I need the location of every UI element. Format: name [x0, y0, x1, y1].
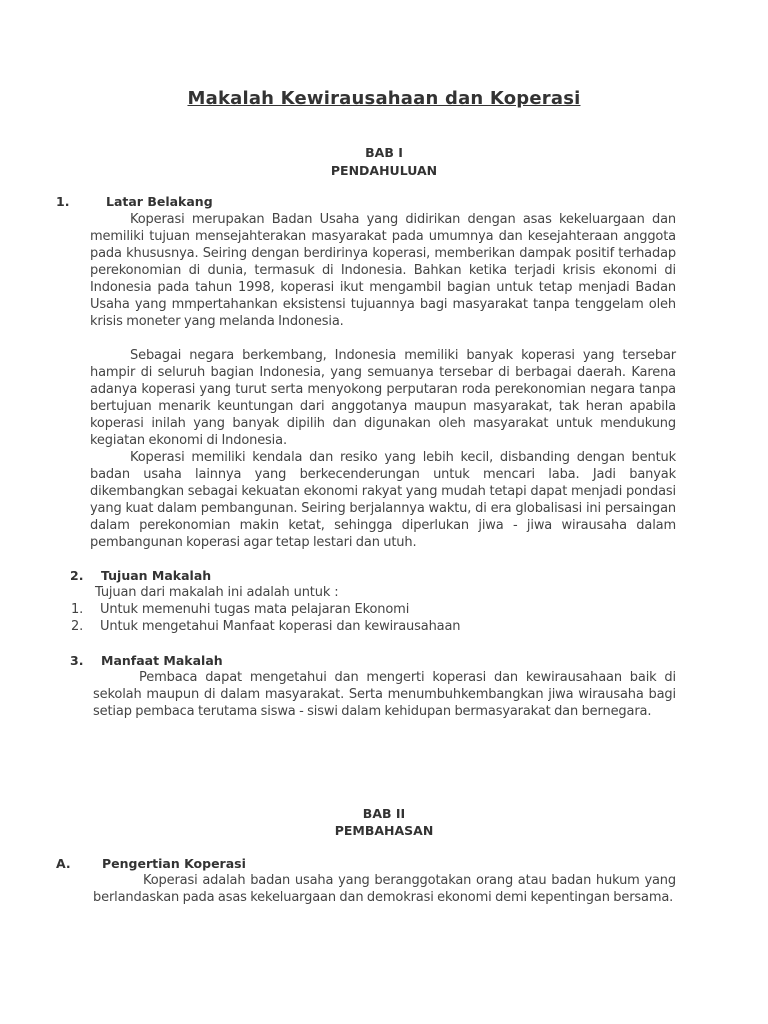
list-item-number: 2. — [71, 619, 84, 634]
section-heading-latar-belakang: Latar Belakang — [106, 194, 213, 209]
section-heading-tujuan-makalah: Tujuan Makalah — [101, 568, 212, 583]
paragraph: Sebagai negara berkembang, Indonesia memiliki banyak koperasi yang tersebar hampir di seluruh bagian Indonesia, yang semuanya tersebar di berbagai daerah. Karena adanya koperasi yang turut serta menyokong perputaran roda perekonomian negara tanpa bertujuan menarik keuntungan dari anggotanya maupun masyarakat, tak heran apabila koperasi inilah yang banyak dipilih dan digunakan oleh masyarakat untuk mendukung kegiatan ekonomi di Indonesia. — [90, 348, 676, 448]
section-number: A. — [56, 856, 71, 871]
list-item: Untuk mengetahui Manfaat koperasi dan kewirausahaan — [100, 619, 461, 634]
chapter-2-label: BAB II — [362, 806, 406, 821]
paragraph: Koperasi merupakan Badan Usaha yang didirikan dengan asas kekeluargaan dan memiliki tujuan mensejahterakan masyarakat pada umumnya dan kesejahteraan anggota pada khususnya. Seiring dengan berdirinya koperasi, memberikan dampak positif terhadap perekonomian di dunia, termasuk di Indonesia. Bahkan ketika terjadi krisis ekonomi di Indonesia pada tahun 1998, koperasi ikut mengambil bagian untuk tetap menjadi Badan Usaha yang mmpertahankan eksistensi tujuannya bagi masyarakat tanpa tenggelam oleh krisis moneter yang melanda Indonesia. — [90, 212, 676, 329]
section-number: 1. — [56, 194, 70, 209]
paragraph: Koperasi adalah badan usaha yang beranggotakan orang atau badan hukum yang berlandaskan pada asas kekeluargaan dan demokrasi ekonomi demi kepentingan bersama. — [93, 873, 676, 905]
list-item: Untuk memenuhi tugas mata pelajaran Ekonomi — [100, 602, 410, 617]
document-title: Makalah Kewirausahaan dan Koperasi — [187, 88, 581, 109]
list-intro: Tujuan dari makalah ini adalah untuk : — [95, 585, 339, 600]
chapter-1-label: BAB I — [365, 145, 403, 160]
paragraph: Pembaca dapat mengetahui dan mengerti koperasi dan kewirausahaan baik di sekolah maupun di dalam masyarakat. Serta menumbuhkembangkan jiwa wirausaha bagi setiap pembaca terutama siswa - siswi dalam kehidupan bermasyarakat dan bernegara. — [93, 670, 676, 719]
list-item-number: 1. — [71, 602, 84, 617]
section-heading-pengertian-koperasi: Pengertian Koperasi — [102, 856, 246, 871]
section-heading-manfaat-makalah: Manfaat Makalah — [101, 653, 223, 668]
section-number: 2. — [70, 568, 84, 583]
section-number: 3. — [70, 653, 84, 668]
chapter-2-name: PEMBAHASAN — [334, 823, 434, 838]
paragraph: Koperasi memiliki kendala dan resiko yang lebih kecil, disbanding dengan bentuk badan usaha lainnya yang berkecenderungan untuk mencari laba. Jadi banyak dikembangkan sebagai kekuatan ekonomi rakyat yang mudah tetapi dapat menjadi pondasi yang kuat dalam pembangunan. Seiring berjalannya waktu, di era globalisasi ini persaingan dalam perekonomian makin ketat, sehingga diperlukan jiwa - jiwa wirausaha dalam pembangunan koperasi agar tetap lestari dan utuh. — [90, 450, 676, 550]
chapter-1-name: PENDAHULUAN — [330, 163, 438, 178]
